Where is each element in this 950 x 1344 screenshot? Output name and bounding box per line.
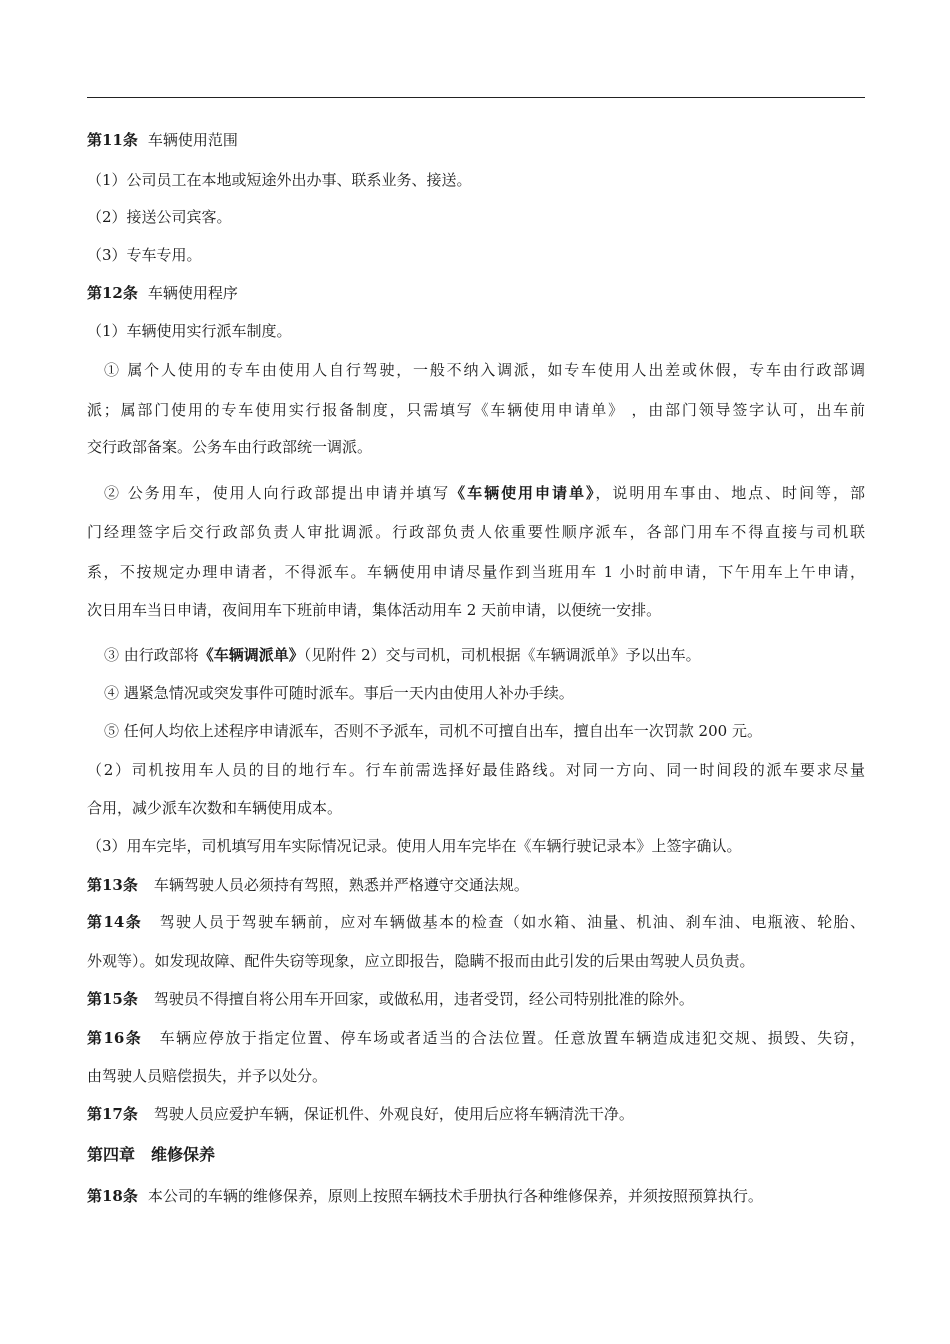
article-text: 车辆应停放于指定位置、停车场或者适当的合法位置。任意放置车辆造成违犯交规、损毁、失窃， <box>158 1029 865 1047</box>
article-text: 驾驶人员应爱护车辆，保证机件、外观良好，使用后应将车辆清洗干净。 <box>153 1105 634 1123</box>
article-11-heading <box>87 130 865 150</box>
form-name-bold: 《车辆使用申请单》 <box>450 484 596 502</box>
article-17 <box>87 1104 865 1124</box>
article-label: 第11条 <box>87 131 138 149</box>
text-run: ③ 由行政部将 <box>104 646 199 664</box>
paragraph-line <box>87 483 865 503</box>
chapter-title: 维修保养 <box>151 1145 216 1164</box>
paragraph-line: 派；属部门使用的专车使用实行报备制度，只需填写《车辆使用申请单》 ，由部门领导签字认可，出车前 <box>87 401 865 419</box>
chapter-number: 第四章 <box>87 1145 136 1164</box>
article-12-heading <box>87 283 865 303</box>
text-run: （见附件 2）交与司机，司机根据《车辆调派单》予以出车。 <box>303 646 701 664</box>
article-label: 第14条 <box>87 913 143 931</box>
article-16 <box>87 1028 865 1048</box>
paragraph-line <box>87 645 865 665</box>
list-item: （1）公司员工在本地或短途外出办事、联系业务、接送。 <box>87 171 472 189</box>
paragraph-line: （2）司机按用车人员的目的地行车。行车前需选择好最佳路线。对同一方向、同一时间段的派车要求尽量 <box>87 761 865 779</box>
form-name-bold: 《车辆调派单》 <box>198 646 304 664</box>
paragraph-line: 合用，减少派车次数和车辆使用成本。 <box>87 799 343 817</box>
text-run: ② 公务用车，使用人向行政部提出申请并填写 <box>104 484 451 502</box>
paragraph-line: ④ 遇紧急情况或突发事件可随时派车。事后一天内由使用人补办手续。 <box>104 684 574 702</box>
article-text: 驾驶员不得擅自将公用车开回家，或做私用，违者受罚，经公司特别批准的除外。 <box>153 990 694 1008</box>
paragraph-line: （3）用车完毕，司机填写用车实际情况记录。使用人用车完毕在《车辆行驶记录本》上签字确认。 <box>87 837 742 855</box>
article-label: 第13条 <box>87 876 138 894</box>
paragraph-line: 由驾驶人员赔偿损失，并予以处分。 <box>87 1067 328 1085</box>
article-label: 第17条 <box>87 1105 138 1123</box>
paragraph-line: ⑤ 任何人均依上述程序申请派车，否则不予派车，司机不可擅自出车，擅自出车一次罚款 200 元。 <box>104 722 762 740</box>
article-13 <box>87 875 865 895</box>
header-rule <box>87 97 865 98</box>
article-14 <box>87 912 865 932</box>
paragraph-line: 交行政部备案。公务车由行政部统一调派。 <box>87 438 373 456</box>
text-run: ，说明用车事由、地点、时间等，部 <box>595 484 865 502</box>
article-title: 车辆使用范围 <box>147 131 238 149</box>
article-title: 车辆使用程序 <box>147 284 238 302</box>
paragraph-line: ① 属个人使用的专车由使用人自行驾驶，一般不纳入调派，如专车使用人出差或休假，专车由行政部调 <box>104 361 865 379</box>
paragraph-line: 门经理签字后交行政部负责人审批调派。行政部负责人依重要性顺序派车，各部门用车不得直接与司机联 <box>87 523 865 541</box>
list-item: （2）接送公司宾客。 <box>87 208 232 226</box>
paragraph: （1）车辆使用实行派车制度。 <box>87 322 292 340</box>
chapter-heading <box>87 1145 865 1165</box>
article-text: 本公司的车辆的维修保养，原则上按照车辆技术手册执行各种维修保养，并须按照预算执行。 <box>147 1187 763 1205</box>
list-item: （3）专车专用。 <box>87 246 202 264</box>
article-18 <box>87 1186 865 1206</box>
paragraph-line: 系，不按规定办理申请者，不得派车。车辆使用申请尽量作到当班用车 1 小时前申请，下午用车上午申请， <box>87 563 865 581</box>
paragraph-line: 次日用车当日申请，夜间用车下班前申请，集体活动用车 2 天前申请，以便统一安排。 <box>87 601 662 619</box>
article-label: 第16条 <box>87 1029 143 1047</box>
article-label: 第15条 <box>87 990 138 1008</box>
article-15 <box>87 989 865 1009</box>
article-label: 第18条 <box>87 1187 138 1205</box>
article-text: 驾驶人员于驾驶车辆前，应对车辆做基本的检查（如水箱、油量、机油、刹车油、电瓶液、轮胎、 <box>158 913 865 931</box>
article-label: 第12条 <box>87 284 138 302</box>
article-text: 车辆驾驶人员必须持有驾照，熟悉并严格遵守交通法规。 <box>153 876 529 894</box>
paragraph-line: 外观等）。如发现故障、配件失窃等现象，应立即报告，隐瞒不报而由此引发的后果由驾驶人员负责。 <box>87 952 755 970</box>
